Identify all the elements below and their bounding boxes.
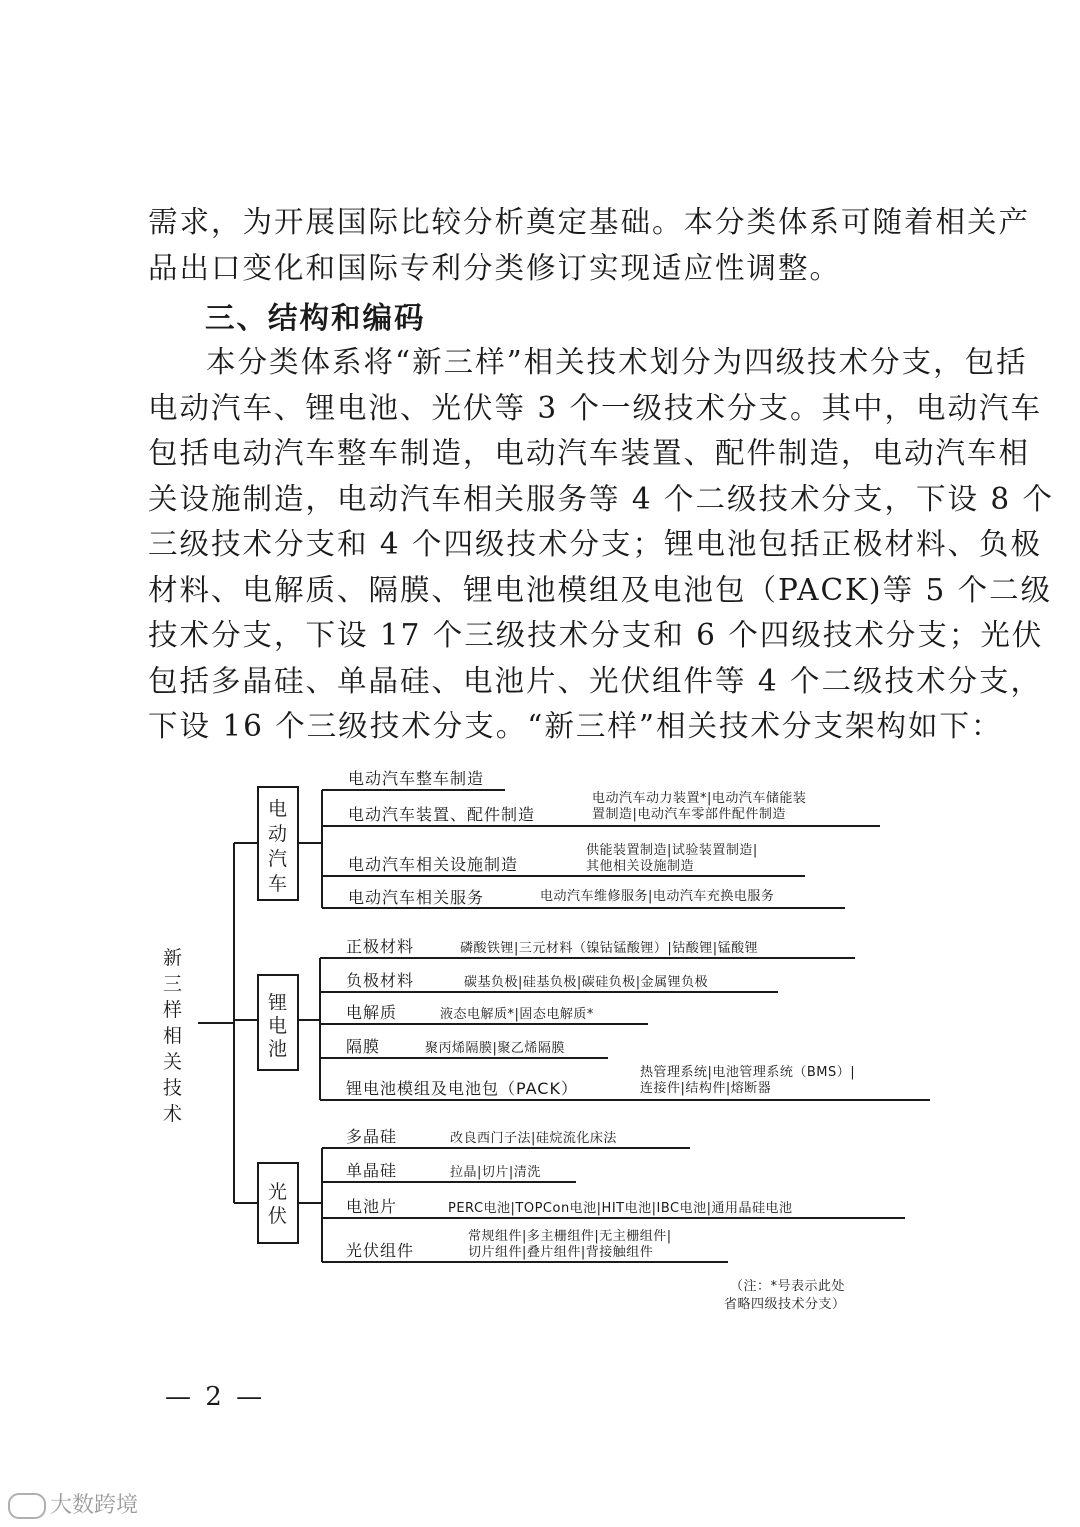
text-line: 本分类体系将“新三样”相关技术划分为四级技术分支，包括 — [206, 345, 1028, 379]
ev-l3-device: 置制造|电动汽车零部件配件制造 — [592, 807, 786, 822]
text-line: 技术分支，下设 17 个三级技术分支和 6 个四级技术分支；光伏 — [148, 618, 1044, 652]
battery-char: 池 — [268, 1038, 288, 1060]
pv-l3-item: PERC电池|TOPCon电池|HIT电池|IBC电池|通用晶硅电池 — [448, 1201, 793, 1216]
pv-box — [258, 1163, 298, 1243]
text-line: 包括多晶硅、单晶硅、电池片、光伏组件等 4 个二级技术分支， — [148, 663, 1043, 698]
battery-l2-item: 负极材料 — [346, 971, 415, 990]
root-char: 技 — [163, 1077, 183, 1099]
pv-l3-item: 改良西门子法|硅烷流化床法 — [450, 1131, 617, 1146]
battery-l3-pack: 连接件|结构件|熔断器 — [640, 1081, 772, 1096]
page-number: — 2 — — [165, 1382, 266, 1412]
root-label — [163, 947, 182, 1125]
pv-l3-item: 拉晶|切片|清洗 — [450, 1165, 541, 1180]
ev-l2-item: 电动汽车装置、配件制造 — [348, 805, 536, 824]
battery-l2-item: 隔膜 — [346, 1037, 381, 1056]
diagram-note: （注：*号表示此处 — [730, 1279, 846, 1294]
pv-l2-item: 电池片 — [346, 1197, 398, 1216]
battery-label — [268, 992, 287, 1060]
battery-l3-item: 碳基负极|硅基负极|碳硅负极|金属锂负极 — [464, 975, 709, 990]
ev-l3-service: 电动汽车维修服务|电动汽车充换电服务 — [540, 889, 775, 904]
ev-l3-facility: 供能装置制造|试验装置制造| — [586, 843, 758, 858]
text-line: 电动汽车、锂电池、光伏等 3 个一级技术分支。其中，电动汽车 — [148, 390, 1043, 425]
ev-char: 动 — [268, 823, 288, 845]
watermark-logo-icon — [8, 1493, 46, 1519]
root-char: 术 — [163, 1103, 183, 1125]
text-line: 包括电动汽车整车制造，电动汽车装置、配件制造，电动汽车相 — [148, 436, 1031, 470]
ev-l2-item: 电动汽车相关服务 — [348, 888, 485, 907]
pv-l3-module: 常规组件|多主栅组件|无主栅组件| — [468, 1229, 672, 1244]
pv-l2-item: 多晶硅 — [346, 1127, 398, 1146]
diagram-connectors — [198, 787, 930, 1262]
root-char: 相 — [163, 1025, 183, 1047]
watermark-text: 大数跨境 — [50, 1493, 139, 1518]
battery-l3-item: 聚丙烯隔膜|聚乙烯隔膜 — [425, 1041, 565, 1056]
ev-l3-device: 电动汽车动力装置*|电动汽车储能装 — [592, 791, 807, 806]
text-line: 三级技术分支和 4 个四级技术分支；锂电池包括正极材料、负极 — [148, 527, 1043, 561]
text-line: 需求，为开展国际比较分析奠定基础。本分类体系可随着相关产 — [148, 205, 1031, 239]
battery-l3-item: 液态电解质*|固态电解质* — [440, 1007, 594, 1022]
text-line: 品出口变化和国际专利分类修订实现适应性调整。 — [148, 250, 842, 285]
battery-char: 锂 — [268, 992, 288, 1014]
pv-l2-item: 光伏组件 — [346, 1241, 415, 1260]
root-char: 三 — [163, 973, 183, 995]
battery-l2-item: 电解质 — [346, 1003, 398, 1022]
pv-char: 光 — [268, 1181, 288, 1203]
root-char: 新 — [163, 947, 183, 969]
battery-char: 电 — [268, 1015, 288, 1037]
ev-char: 车 — [268, 873, 288, 895]
root-char: 关 — [163, 1051, 183, 1073]
ev-char: 汽 — [268, 848, 288, 870]
watermark — [8, 1488, 138, 1519]
ev-char: 电 — [268, 798, 288, 820]
root-char: 样 — [163, 999, 183, 1021]
section-heading: 三、结构和编码 — [205, 301, 426, 335]
battery-l2-item: 正极材料 — [346, 937, 415, 956]
text-line: 材料、电解质、隔膜、锂电池模组及电池包（PACK)等 5 个二级 — [148, 572, 1053, 607]
text-line: 下设 16 个三级技术分支。“新三样”相关技术分支架构如下： — [148, 709, 1003, 743]
pv-char: 伏 — [268, 1205, 288, 1227]
ev-label — [268, 798, 287, 895]
diagram-note: 省略四级技术分支） — [724, 1297, 846, 1312]
battery-l3-pack: 热管理系统|电池管理系统（BMS）| — [640, 1065, 856, 1080]
battery-l2-item: 锂电池模组及电池包（PACK） — [346, 1079, 578, 1098]
ev-l2-item: 电动汽车相关设施制造 — [348, 855, 519, 874]
pv-label — [268, 1181, 287, 1227]
pv-l2-item: 单晶硅 — [346, 1161, 398, 1180]
battery-l3-item: 磷酸铁锂|三元材料（镍钴锰酸锂）|钴酸锂|锰酸锂 — [460, 941, 759, 956]
ev-l3-facility: 其他相关设施制造 — [586, 859, 695, 874]
text-line: 关设施制造，电动汽车相关服务等 4 个二级技术分支，下设 8 个 — [148, 481, 1055, 516]
pv-l3-module: 切片组件|叠片组件|背接触组件 — [468, 1245, 654, 1260]
ev-l2-item: 电动汽车整车制造 — [348, 769, 485, 788]
